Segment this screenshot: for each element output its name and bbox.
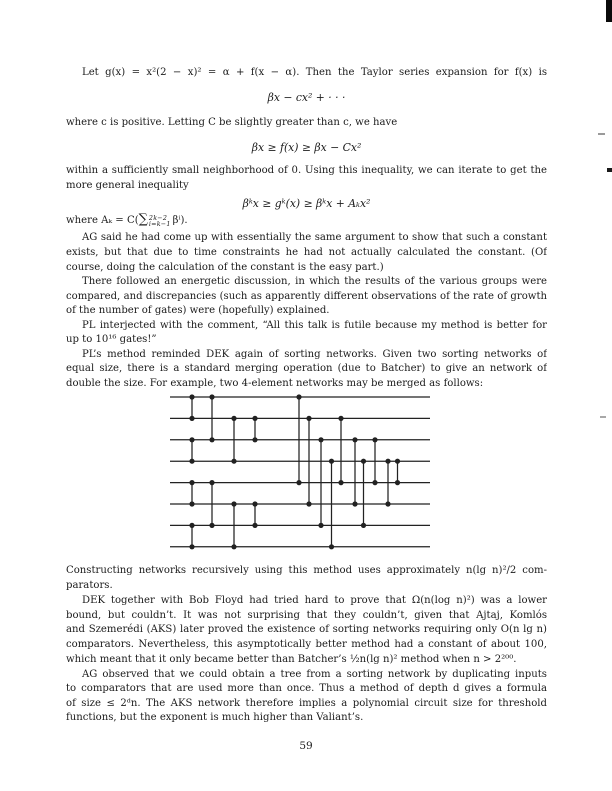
body-line: DEK together with Bob Floyd had tried hard to prove that Ω(n(log n)²) was a lower	[82, 595, 547, 606]
body-line: PL interjected with the comment, “All this talk is futile because my method is better for	[82, 320, 547, 331]
body-line: more general inequality	[66, 180, 189, 191]
body-line: where c is positive. Letting C be slightly greater than c, we have	[66, 117, 398, 128]
summation-sigma: ∑	[138, 213, 148, 227]
display-equation: βx ≥ f(x) ≥ βx − Cx²	[251, 141, 362, 154]
body-line: and Szemerédi (AKS) later proved the existence of sorting networks requiring only O(n lg n)	[66, 624, 547, 635]
body-line: course, doing the calculation of the constant is the easy part.)	[66, 262, 384, 273]
formula-text: where Aₖ = C(	[66, 215, 139, 226]
body-line: double the size. For example, two 4-element networks may be merged as follows:	[66, 378, 484, 389]
body-line: There followed an energetic discussion, in which the results of the various groups were	[82, 276, 547, 287]
body-line: Constructing networks recursively using this method uses approximately n(lg n)²/2 com-	[66, 565, 547, 576]
body-line: to comparators that are used more than once. Thus a method of depth d gives a formula	[66, 683, 547, 694]
scan-artifact	[606, 0, 612, 22]
body-line: compared, and discrepancies (such as apparently different observations of the rate of growth	[66, 291, 547, 302]
body-line: comparators. Nevertheless, this asymptotically better method had a constant of about 100,	[66, 639, 547, 650]
body-line: AG observed that we could obtain a tree from a sorting network by duplicating inputs	[82, 669, 547, 680]
body-line: functions, but the exponent is much higher than Valiant’s.	[66, 712, 364, 723]
body-line: parators.	[66, 580, 113, 591]
formula-text: βⁱ).	[172, 215, 188, 226]
scan-artifact	[600, 416, 606, 418]
body-line: Let g(x) = x²(2 − x)² = α + f(x − α). Then the Taylor series expansion for f(x) is	[82, 67, 547, 78]
body-line: within a sufficiently small neighborhood of 0. Using this inequality, we can iterate to get the	[66, 165, 547, 176]
body-line: exists, but that due to time constraints he had not actually calculated the constant. (Of	[66, 247, 547, 258]
body-line: up to 10¹⁶ gates!”	[66, 334, 157, 345]
body-line: of size ≤ 2ᵈn. The AKS network therefore implies a polynomial circuit size for threshold	[66, 698, 547, 709]
body-line: of the number of gates) were (hopefully) explained.	[66, 305, 330, 316]
body-line: AG said he had come up with essentially the same argument to show that such a constant	[82, 232, 547, 243]
scan-artifact	[598, 133, 605, 135]
display-equation: βx − cx² + · · ·	[267, 91, 346, 104]
summation-upper-limit: 2k−2	[148, 213, 168, 222]
display-equation: βᵏx ≥ gᵏ(x) ≥ βᵏx + Aₖx²	[242, 197, 371, 210]
body-line: which meant that it only became better than Batcher’s ½n(lg n)² method when n > 2²⁰⁰.	[66, 654, 517, 665]
scan-artifact	[607, 168, 612, 172]
summation-lower-limit: i=k−1	[148, 220, 171, 228]
summation-limits	[149, 215, 171, 228]
body-line: PL’s method reminded DEK again of sorting networks. Given two sorting networks of	[82, 349, 547, 360]
formula-line	[66, 213, 547, 230]
body-line: bound, but couldn’t. It was not surprising that they couldn’t, given that Ajtaj, Komlós	[66, 610, 547, 621]
body-line: equal size, there is a standard merging operation (due to Batcher) to give an network of	[66, 363, 547, 374]
page-number: 59	[299, 740, 313, 752]
